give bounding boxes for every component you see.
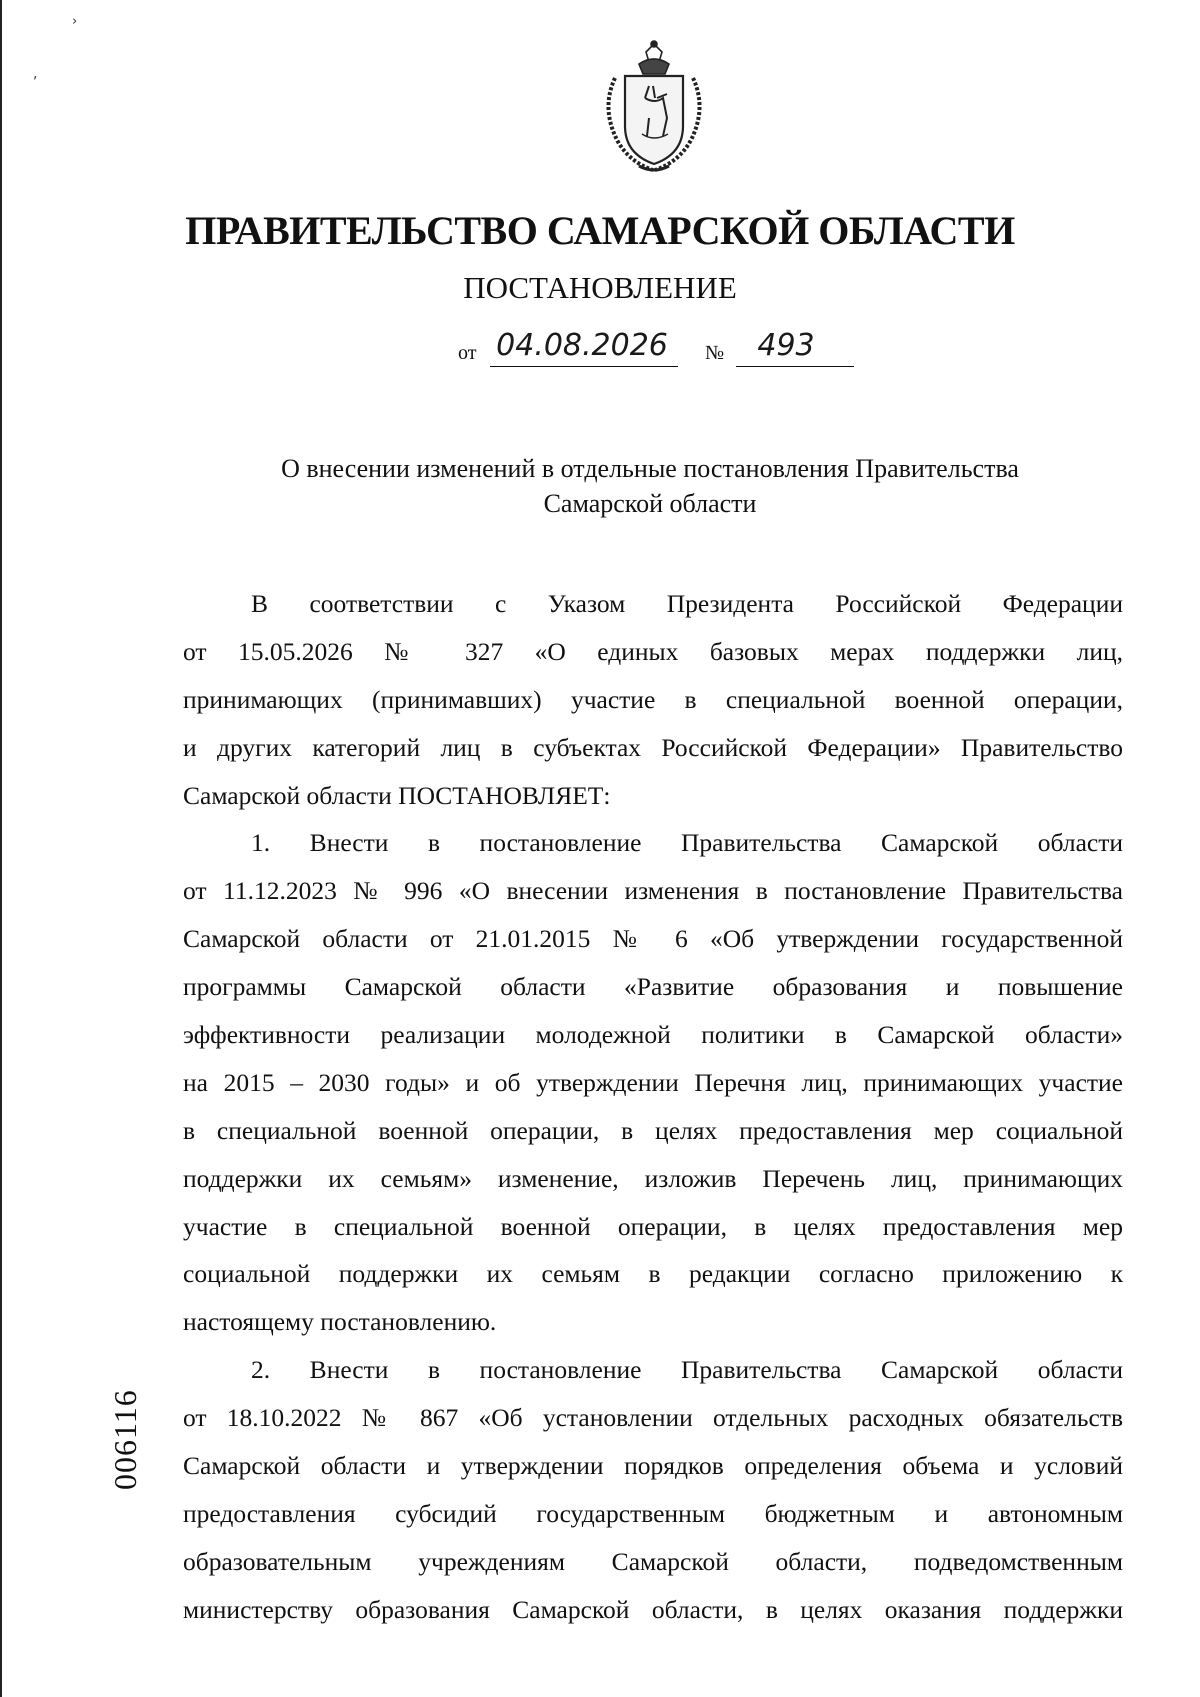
coat-of-arms-emblem bbox=[595, 38, 713, 176]
subject-line: Самарской области bbox=[543, 489, 757, 518]
text-line: участие в специальной военной операции, в целях предоставления мер bbox=[183, 1211, 1123, 1241]
text-line: от 15.05.2026 № 327 «О единых базовых мерах поддержки лиц, bbox=[183, 636, 1123, 666]
text-line: в специальной военной операции, в целях предоставления мер социальной bbox=[183, 1115, 1123, 1145]
text-line: на 2015 – 2030 годы» и об утверждении Перечня лиц, принимающих участие bbox=[183, 1067, 1123, 1097]
registration-line bbox=[458, 328, 858, 378]
handwritten-number: 493 bbox=[757, 328, 815, 363]
government-title: ПРАВИТЕЛЬСТВО САМАРСКОЙ ОБЛАСТИ bbox=[185, 208, 1015, 253]
document-type: ПОСТАНОВЛЕНИЕ bbox=[463, 270, 737, 305]
text-line: от 18.10.2022 № 867 «Об установлении отдельных расходных обязательств bbox=[183, 1403, 1123, 1433]
text-line: образовательным учреждениям Самарской области, подведомственным bbox=[183, 1546, 1123, 1576]
text-line: министерству образования Самарской области, в целях оказания поддержки bbox=[183, 1594, 1123, 1624]
date-prefix: от bbox=[458, 342, 477, 364]
text-line: программы Самарской области «Развитие образования и повышение bbox=[183, 972, 1123, 1002]
text-line: и других категорий лиц в субъектах Российской Федерации» Правительство bbox=[183, 732, 1123, 762]
item-2-paragraph bbox=[183, 1346, 1123, 1633]
text-line: настоящему постановлению. bbox=[183, 1307, 497, 1337]
scan-mark: › bbox=[72, 14, 78, 29]
document-body bbox=[183, 580, 1123, 1634]
text-line: поддержки их семьям» изменение, изложив Перечень лиц, принимающих bbox=[183, 1163, 1123, 1193]
text-line: от 11.12.2023 № 996 «О внесении изменения в постановление Правительства bbox=[183, 876, 1123, 906]
scan-edge bbox=[0, 0, 2, 1697]
text-line: Самарской области и утверждении порядков определения объема и условий bbox=[183, 1451, 1123, 1481]
text-line: В соответствии с Указом Президента Российской Федерации bbox=[251, 589, 1123, 618]
number-underline bbox=[736, 366, 854, 367]
preamble-paragraph bbox=[183, 580, 1123, 819]
text-line: предоставления субсидий государственным бюджетным и автономным bbox=[183, 1498, 1123, 1528]
text-line: 1. Внести в постановление Правительства Самарской области bbox=[251, 828, 1123, 858]
text-line: 2. Внести в постановление Правительства Самарской области bbox=[251, 1355, 1123, 1385]
text-line: принимающих (принимавших) участие в специальной военной операции, bbox=[183, 684, 1123, 714]
number-prefix: № bbox=[705, 342, 725, 364]
text-line: эффективности реализации молодежной политики в Самарской области» bbox=[183, 1020, 1123, 1050]
subject-line: О внесении изменений в отдельные постановления Правительства bbox=[281, 454, 1019, 483]
text-line: Самарской области ПОСТАНОВЛЯЕТ: bbox=[183, 780, 611, 810]
text-line: Самарской области от 21.01.2015 № 6 «Об утверждении государственной bbox=[183, 924, 1123, 954]
margin-stamp-number: 006116 bbox=[107, 1389, 143, 1490]
scan-mark: , bbox=[33, 66, 38, 82]
item-1-paragraph bbox=[183, 819, 1123, 1346]
document-subject bbox=[200, 451, 1100, 521]
text-line: социальной поддержки их семьям в редакции согласно приложению к bbox=[183, 1259, 1123, 1289]
handwritten-date: 04.08.2026 bbox=[496, 328, 668, 363]
date-underline bbox=[490, 366, 678, 367]
